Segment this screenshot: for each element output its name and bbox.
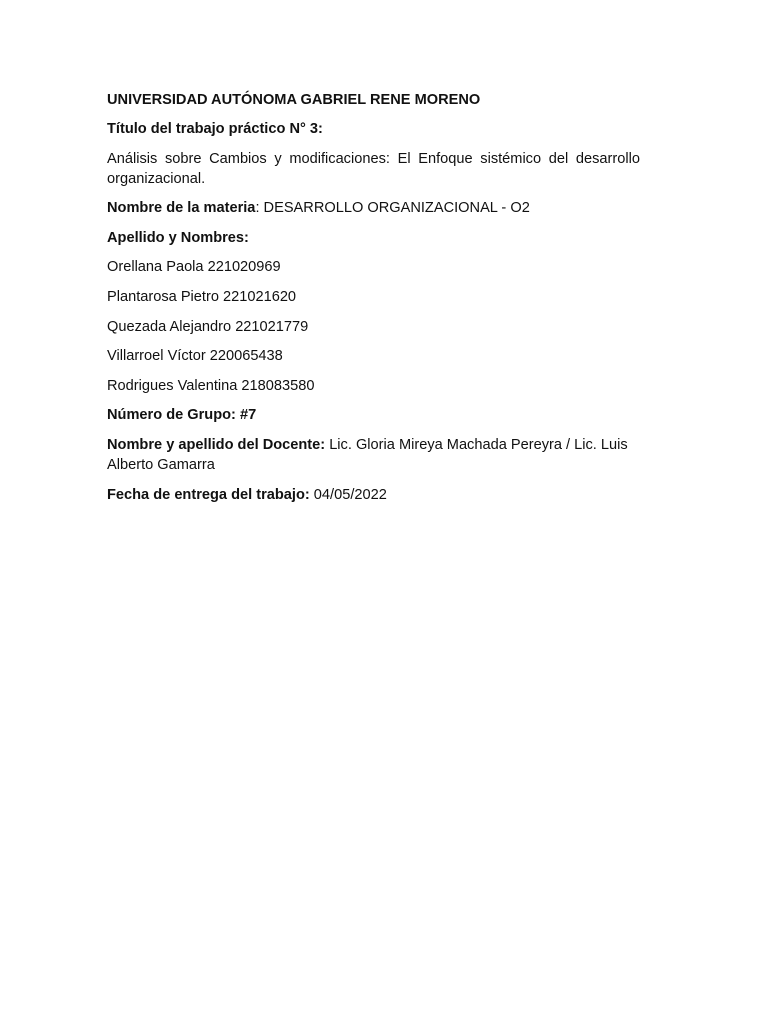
student-entry: Orellana Paola 221020969 xyxy=(107,259,281,276)
student-entry: Plantarosa Pietro 221021620 xyxy=(107,288,297,305)
subject-separator: : xyxy=(255,200,260,217)
student-entry: Rodrigues Valentina 218083580 xyxy=(107,377,315,394)
student-entry: Villarroel Víctor 220065438 xyxy=(107,348,283,365)
assignment-title-text: Análisis sobre Cambios y modificaciones: El Enfoque sistémico del desarrollo organizacional. xyxy=(107,150,640,187)
group-number: Número de Grupo: #7 xyxy=(107,407,257,424)
teacher-value: Lic. Gloria Mireya Machada Pereyra / Lic. Luis Alberto Gamarra xyxy=(107,436,628,473)
teacher-label: Nombre y apellido del Docente: xyxy=(107,436,326,453)
teacher-line xyxy=(107,435,640,475)
assignment-title-label: Título del trabajo práctico N° 3: xyxy=(107,121,323,137)
students-label: Apellido y Nombres: xyxy=(107,229,249,246)
subject-value: DESARROLLO ORGANIZACIONAL - O2 xyxy=(259,200,530,217)
subject-label: Nombre de la materia xyxy=(107,200,256,217)
subject-line xyxy=(107,198,640,218)
document-page xyxy=(107,90,640,514)
student-entry: Quezada Alejandro 221021779 xyxy=(107,318,309,335)
due-date-label: Fecha de entrega del trabajo: xyxy=(107,486,310,503)
university-name: UNIVERSIDAD AUTÓNOMA GABRIEL RENE MORENO xyxy=(107,92,481,108)
due-date-line xyxy=(107,485,640,505)
due-date-value: 04/05/2022 xyxy=(309,486,387,503)
